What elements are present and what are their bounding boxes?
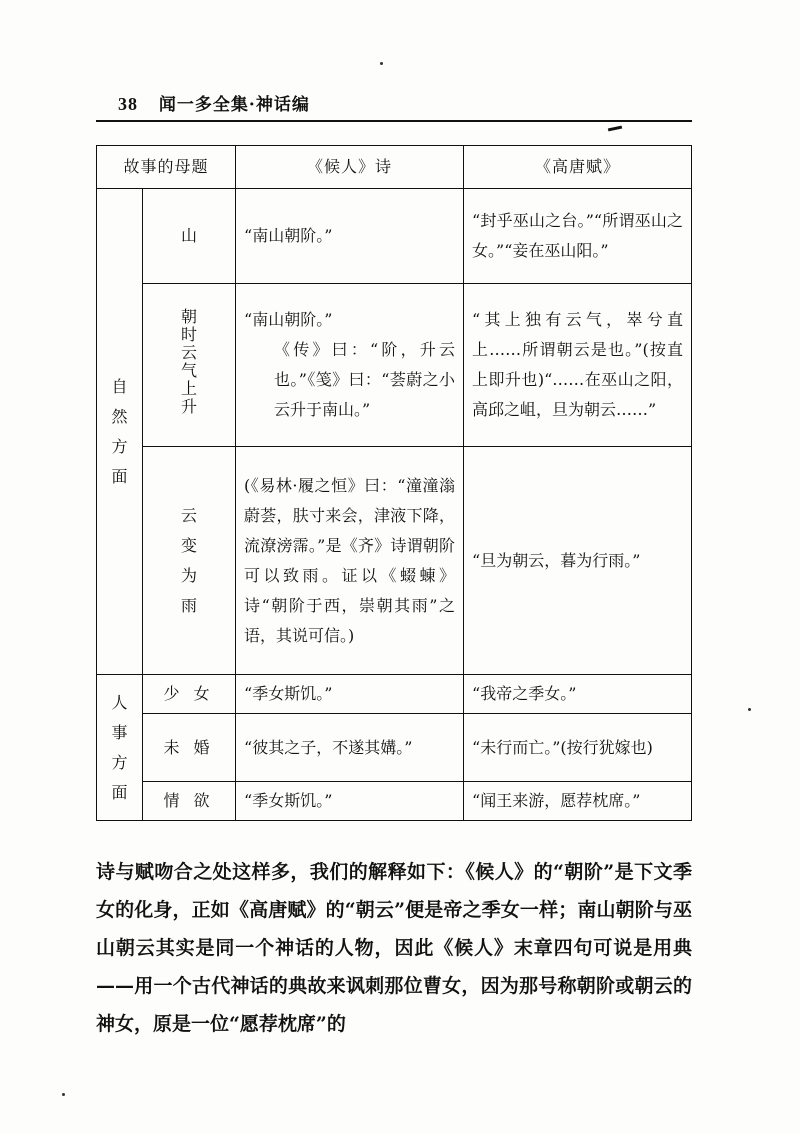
- category-human-cell: [97, 675, 143, 821]
- col-header-motif: 故事的母题: [97, 146, 236, 189]
- gaotang-cell: “未行而亡。”(按行犹嫁也): [464, 714, 692, 782]
- motif-label: 山: [180, 226, 197, 245]
- gaotang-cell: “其上独有云气，崒兮直上……所谓朝云是也。”(按直上即升也)“……在巫山之阳，高邱之岨，旦为朝云……”: [464, 284, 692, 447]
- table-row: [97, 284, 692, 447]
- motif-label: 云变为雨: [180, 505, 197, 615]
- motif-cell: 未婚: [143, 714, 236, 782]
- table-row: [97, 675, 692, 714]
- motif-comparison-table: [96, 145, 692, 821]
- book-title: 闻一多全集·神话编: [158, 95, 310, 115]
- houren-cell: “季女斯饥。”: [236, 675, 464, 714]
- scan-speck: [748, 708, 751, 711]
- houren-cell: (《易林·履之恒》曰：“潼潼滃蔚荟，肤寸来会，津液下降，流潦滂霈。”是《齐》诗谓朝阶可以致雨。证以《蝃蝀》诗“朝阶于西，崇朝其雨”之语，其说可信。): [236, 447, 464, 675]
- motif-cell: [143, 447, 236, 675]
- table-header-row: [97, 146, 692, 189]
- scan-speck: [380, 62, 383, 65]
- houren-quote: “南山朝阶。”: [244, 310, 333, 329]
- category-nature-cell: [97, 189, 143, 675]
- page-number: 38: [118, 94, 138, 114]
- motif-cell: [143, 189, 236, 284]
- table-row: [97, 447, 692, 675]
- gaotang-cell: “封乎巫山之台。”“所谓巫山之女。”“妾在巫山阳。”: [464, 189, 692, 284]
- houren-commentary: 《传》曰：“阶，升云也。”《笺》曰：“荟蔚之小云升于南山。”: [274, 340, 456, 419]
- table-row: [97, 782, 692, 821]
- houren-cell: “彼其之子，不遂其媾。”: [236, 714, 464, 782]
- col-header-gaotang: 《高唐赋》: [464, 146, 692, 189]
- motif-cell: 情欲: [143, 782, 236, 821]
- motif-cell: [143, 284, 236, 447]
- houren-cell: “南山朝阶。”: [236, 189, 464, 284]
- category-label: 自然方面: [111, 376, 128, 486]
- scan-speck: [62, 1093, 65, 1096]
- header-rule: [96, 120, 692, 122]
- ink-mark: [608, 126, 622, 132]
- running-header: [118, 90, 310, 115]
- gaotang-cell: “闻王来游，愿荐枕席。”: [464, 782, 692, 821]
- houren-cell: [236, 284, 464, 447]
- motif-label: 朝时云气上升: [180, 307, 197, 416]
- col-header-houren: 《候人》诗: [236, 146, 464, 189]
- gaotang-cell: “旦为朝云，暮为行雨。”: [464, 447, 692, 675]
- motif-cell: 少女: [143, 675, 236, 714]
- body-paragraph: 诗与赋吻合之处这样多，我们的解释如下：《候人》的“朝阶”是下文季女的化身，正如《高唐赋》的“朝云”便是帝之季女一样；南山朝阶与巫山朝云其实是同一个神话的人物，因此《候人》末章四句可说是用典——用一个古代神话的典故来讽刺那位曹女，因为那号称朝阶或朝云的神女，原是一位“愿荐枕席”的: [96, 861, 692, 1035]
- houren-cell: “季女斯饥。”: [236, 782, 464, 821]
- table-row: [97, 189, 692, 284]
- category-label: 人事方面: [111, 692, 128, 802]
- gaotang-cell: “我帝之季女。”: [464, 675, 692, 714]
- table-row: [97, 714, 692, 782]
